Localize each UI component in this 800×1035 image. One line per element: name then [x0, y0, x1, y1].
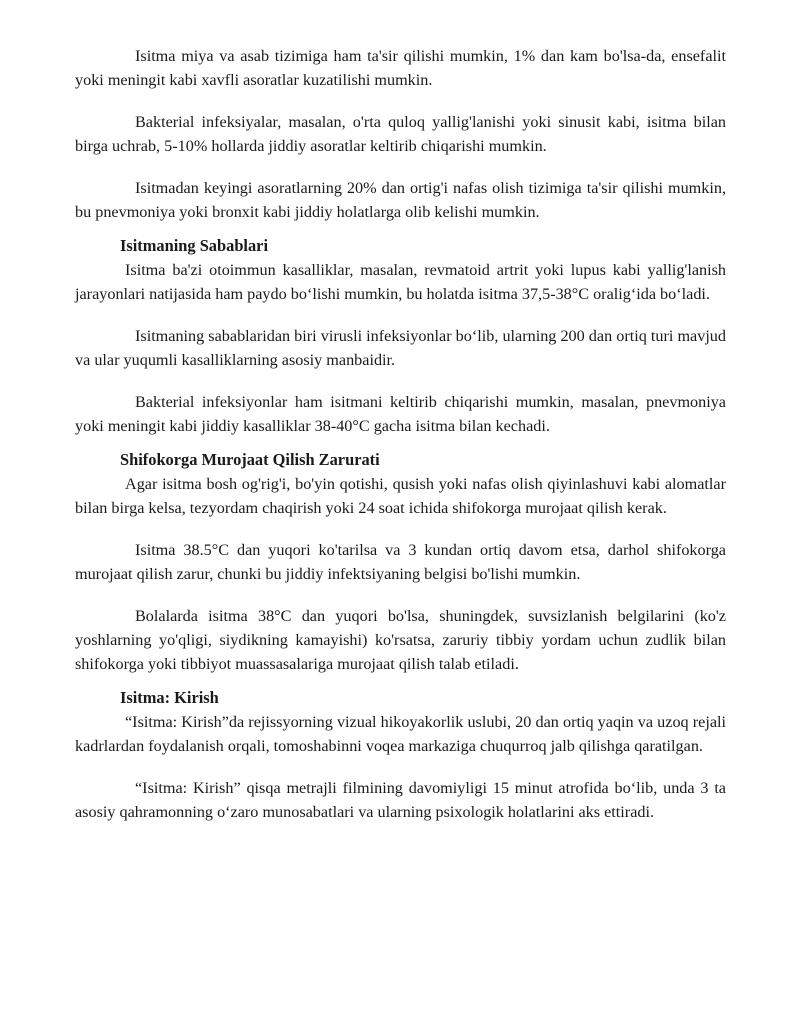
section-heading: Shifokorga Murojaat Qilish Zarurati	[120, 450, 380, 469]
paragraph: Isitma 38.5°C dan yuqori ko'tarilsa va 3 kundan ortiq davom etsa, darhol shifokorga murojaat qilish zarur, chunki bu jiddiy infektsiyaning belgisi bo'lishi mumkin.	[75, 541, 726, 583]
paragraph: Agar isitma bosh og'rig'i, bo'yin qotishi, qusish yoki nafas olish qiyinlashuvi kabi alomatlar bilan birga kelsa, tezyordam chaqirish yoki 24 soat ichida shifokorga murojaat qilish kerak.	[75, 475, 726, 517]
paragraph: Bakterial infeksiyonlar ham isitmani keltirib chiqarishi mumkin, masalan, pnevmoniya yoki meningit kabi jiddiy kasalliklar 38-40°C gacha isitma bilan kechadi.	[75, 393, 726, 435]
paragraph: Bakterial infeksiyalar, masalan, o'rta quloq yallig'lanishi yoki sinusit kabi, isitma bilan birga uchrab, 5-10% hollarda jiddiy asoratlar keltirib chiqarishi mumkin.	[75, 113, 726, 155]
document-page	[75, 44, 726, 842]
paragraph: Isitmaning sabablaridan biri virusli infeksiyonlar bo‘lib, ularning 200 dan ortiq turi mavjud va ular yuqumli kasalliklarning asosiy manbaidir.	[75, 327, 726, 369]
paragraph: “Isitma: Kirish”da rejissyorning vizual hikoyakorlik uslubi, 20 dan ortiq yaqin va uzoq rejali kadrlardan foydalanish orqali, tomoshabinni voqea markaziga chuqurroq jalb qilishga qaratilgan.	[75, 713, 726, 755]
paragraph: Isitma ba'zi otoimmun kasalliklar, masalan, revmatoid artrit yoki lupus kabi yallig'lanish jarayonlari natijasida ham paydo bo‘lishi mumkin, bu holatda isitma 37,5-38°C oralig‘ida bo‘ladi.	[75, 261, 726, 303]
paragraph: Isitmadan keyingi asoratlarning 20% dan ortig'i nafas olish tizimiga ta'sir qilishi mumkin, bu pnevmoniya yoki bronxit kabi jiddiy holatlarga olib kelishi mumkin.	[75, 179, 726, 221]
paragraph: Isitma miya va asab tizimiga ham ta'sir qilishi mumkin, 1% dan kam bo'lsa-da, ensefalit yoki meningit kabi xavfli asoratlar kuzatilishi mumkin.	[75, 47, 726, 89]
section-heading: Isitma: Kirish	[120, 688, 219, 707]
paragraph: “Isitma: Kirish” qisqa metrajli filmining davomiyligi 15 minut atrofida bo‘lib, unda 3 ta asosiy qahramonning o‘zaro munosabatlari va ularning psixologik holatlarini aks ettiradi.	[75, 779, 726, 821]
paragraph: Bolalarda isitma 38°C dan yuqori bo'lsa, shuningdek, suvsizlanish belgilarini (ko'z yoshlarning yo'qligi, siydikning kamayishi) ko'rsatsa, zaruriy tibbiy yordam uchun zudlik bilan shifokorga yoki tibbiyot muassasalariga murojaat qilish talab etiladi.	[75, 607, 726, 673]
section-heading: Isitmaning Sabablari	[120, 236, 269, 255]
